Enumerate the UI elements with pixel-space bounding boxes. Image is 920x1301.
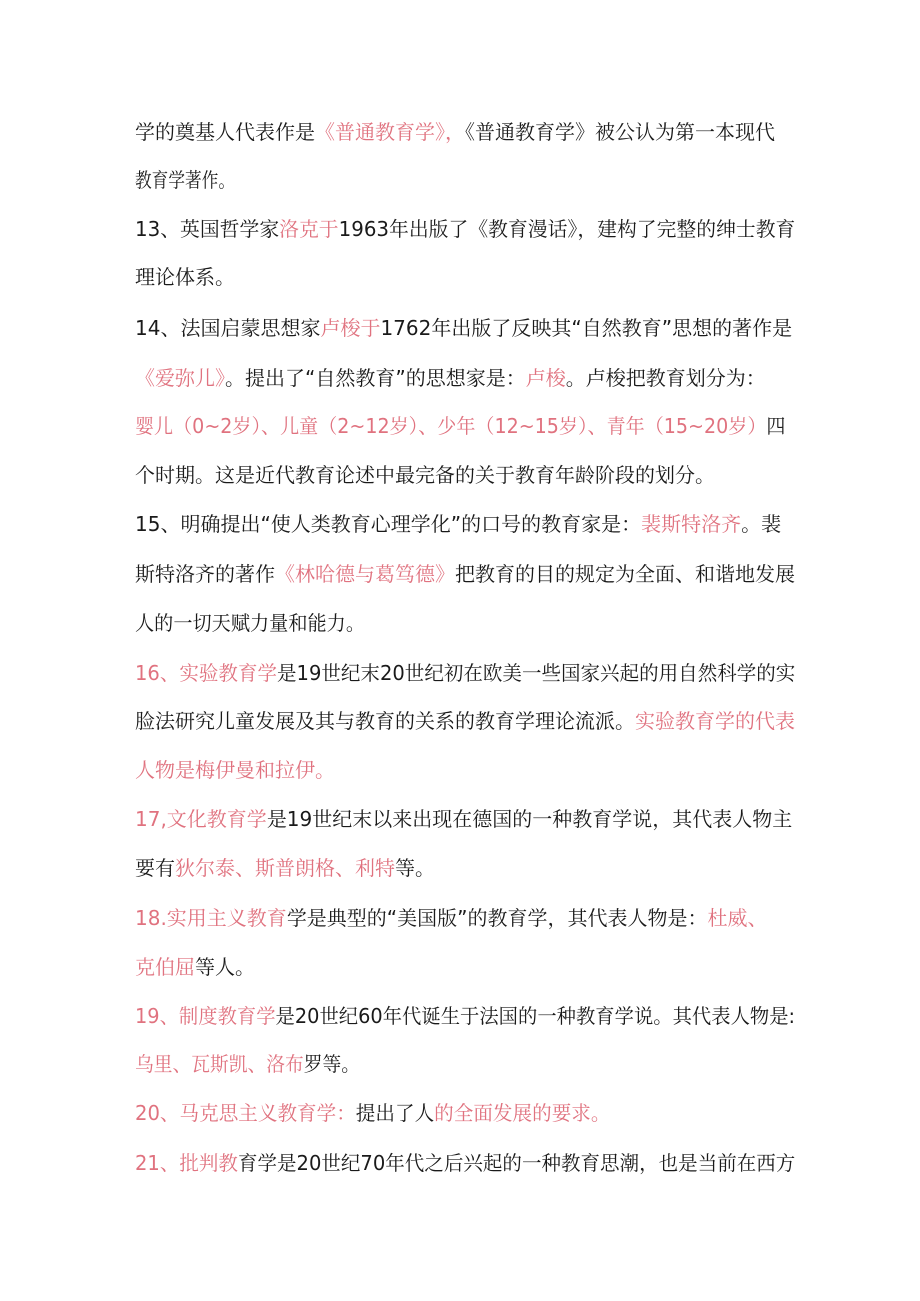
highlighted-text: 洛克于: [279, 217, 339, 241]
highlighted-text: 17,文化教育学: [135, 807, 267, 831]
highlighted-text: 21、批判教: [135, 1151, 238, 1175]
body-text: 15、明确提出“使人类教育心理学化”的口号的教育家是：: [135, 512, 642, 536]
text-line: [135, 756, 335, 784]
body-text: 14、法国启蒙思想家: [135, 316, 321, 340]
body-text: 人的一切天赋力量和能力。: [135, 611, 365, 635]
body-text: 学的奠基人代表作是: [135, 120, 315, 144]
text-line: [135, 314, 792, 342]
body-text: 理论体系。: [135, 265, 235, 289]
text-line: [135, 1002, 795, 1030]
body-text: 是19世纪末以来出现在德国的一种教育学说，其代表人物主: [266, 807, 793, 831]
body-text: 1963年出版了《教育漫话》，建构了完整的绅士教育: [338, 217, 796, 241]
body-text: 等人。: [195, 955, 255, 979]
body-text: 1762年出版了反映其“自然教育”思想的著作是: [380, 316, 793, 340]
body-text: 个时期。这是近代教育论述中最完备的关于教育年龄阶段的划分。: [135, 463, 715, 487]
highlighted-text: 卢梭: [525, 366, 566, 390]
text-line: [135, 707, 795, 735]
highlighted-text: 卢梭于: [320, 316, 381, 340]
body-text: 要有: [135, 856, 175, 880]
highlighted-text: 乌里、瓦斯凯、洛布: [135, 1052, 304, 1076]
body-text: 《普通教育学》被公认为第一本现代: [465, 120, 775, 144]
highlighted-text: 的全面发展的要求。: [434, 1101, 611, 1125]
text-line: [135, 904, 768, 932]
highlighted-text: 狄尔泰、斯普朗格、利特: [175, 856, 395, 880]
body-text: 脸法研究儿童发展及其与教育的关系的教育学理论流派。: [135, 709, 635, 733]
body-text: 提出了人: [355, 1101, 435, 1125]
highlighted-text: 《林哈德与葛笃德》: [275, 562, 455, 586]
highlighted-text: 人物是梅伊曼和拉伊。: [135, 758, 335, 782]
highlighted-text: 20、马克思主义教育学：: [135, 1101, 356, 1125]
highlighted-text: 16、实验教育学: [135, 661, 278, 685]
highlighted-text: 杜威、: [707, 906, 768, 930]
text-line: [135, 609, 365, 637]
body-text: 斯特洛齐的著作: [135, 562, 275, 586]
text-line: [135, 560, 795, 588]
body-text: 学是典型的“美国版”的教育学，其代表人物是：: [286, 906, 708, 930]
body-text: 是19世纪末20世纪初在欧美一些国家兴起的用自然科学的实: [277, 661, 796, 685]
highlighted-text: 18.实用主义教育: [135, 906, 287, 930]
text-line: [135, 1099, 610, 1127]
text-line: [135, 118, 775, 146]
text-line: [135, 1149, 795, 1177]
text-line: [135, 364, 766, 392]
text-line: [135, 166, 235, 194]
body-text: 把教育的目的规定为全面、和谐地发展: [455, 562, 795, 586]
body-text: 是20世纪60年代诞生于法国的一种教育学说。其代表人物是:: [275, 1004, 796, 1028]
text-line: [135, 953, 255, 981]
body-text: 13、英国哲学家: [135, 217, 280, 241]
text-line: [135, 412, 785, 440]
text-line: [135, 854, 435, 882]
text-line: [135, 215, 795, 243]
highlighted-text: 婴儿（0~2岁）、儿童（2~12岁）、少年（12~15岁）、青年（15~20岁）: [135, 414, 767, 438]
text-line: [135, 510, 781, 538]
highlighted-text: 《普通教育学》，: [315, 120, 465, 144]
highlighted-text: 19、制度教育学: [135, 1004, 276, 1028]
text-line: [135, 805, 792, 833]
text-line: [135, 1050, 360, 1078]
body-text: 。提出了“自然教育”的思想家是：: [225, 366, 526, 390]
highlighted-text: 克伯屈: [135, 955, 195, 979]
body-text: 等。: [395, 856, 435, 880]
highlighted-text: 裴斯特洛齐: [641, 512, 742, 536]
body-text: 。卢梭把教育划分为：: [565, 366, 766, 390]
highlighted-text: 实验教育学的代表: [635, 709, 795, 733]
highlighted-text: 《爱弥儿》: [135, 366, 225, 390]
body-text: 。裴: [741, 512, 782, 536]
body-text: 育学是20世纪70年代之后兴起的一种教育思潮，也是当前在西方: [237, 1151, 796, 1175]
text-line: [135, 659, 795, 687]
text-line: [135, 461, 715, 489]
body-text: 教育学著作。: [135, 168, 235, 192]
body-text: 罗等。: [303, 1052, 360, 1076]
text-line: [135, 263, 235, 291]
body-text: 四: [766, 414, 786, 438]
